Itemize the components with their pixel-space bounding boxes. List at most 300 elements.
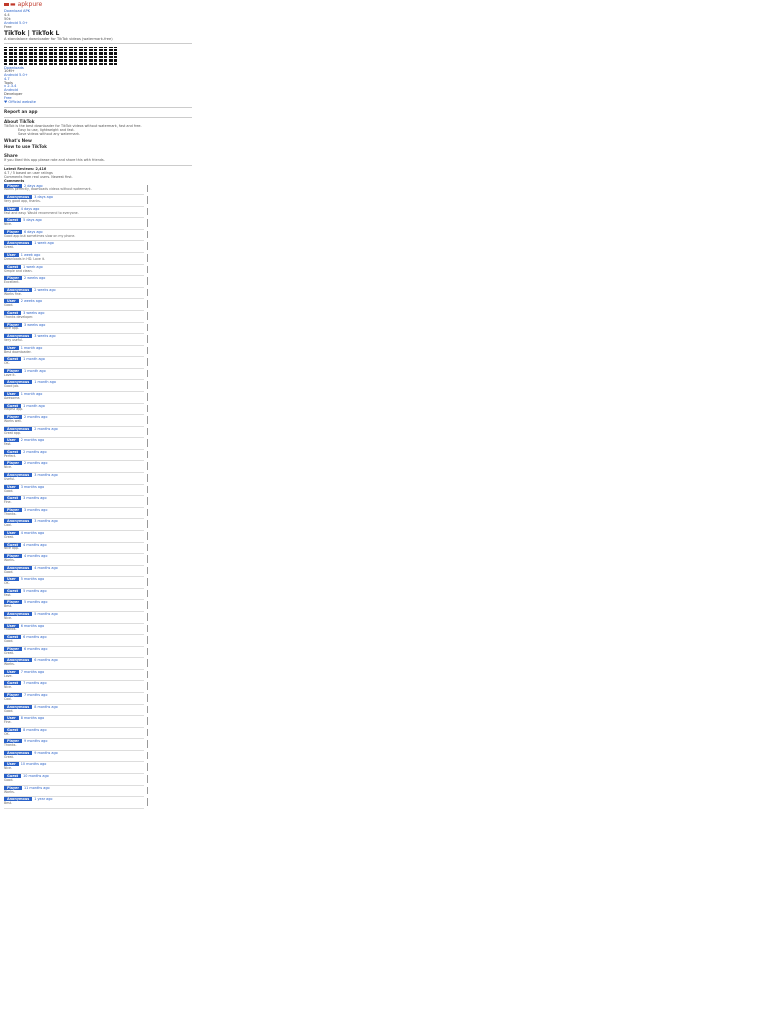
share-title: Share — [4, 153, 18, 159]
comment-user[interactable]: User — [4, 253, 19, 257]
comment-divider — [147, 254, 148, 262]
comment-time: 1 month ago — [23, 403, 45, 408]
comment-time: 2 weeks ago — [34, 287, 56, 292]
comment-item — [4, 380, 144, 392]
comment-user[interactable]: Anonymous — [4, 519, 32, 523]
comment-user[interactable]: Player — [4, 230, 22, 234]
logo-icon — [4, 3, 9, 6]
comment-item — [4, 392, 144, 404]
comment-item — [4, 334, 144, 346]
comment-time: 1 month ago — [34, 380, 56, 385]
comment-time: 2 weeks ago — [24, 276, 46, 281]
comment-item — [4, 485, 144, 497]
comment-body: Nice app. — [4, 546, 20, 551]
comment-body: OK. — [4, 731, 10, 736]
comment-user[interactable]: Guest — [4, 728, 21, 732]
comment-user[interactable]: User — [4, 624, 19, 628]
comment-item — [4, 751, 144, 763]
comment-divider — [147, 266, 148, 274]
top-rating: 4.4 — [4, 13, 10, 18]
comment-user[interactable]: Guest — [4, 681, 21, 685]
comment-divider — [147, 428, 148, 436]
comment-user[interactable]: Player — [4, 461, 22, 465]
comment-body: Works perfectly, downloads videos without watermark. — [4, 187, 92, 192]
comment-time: 6 months ago — [23, 635, 47, 640]
app-meta-list — [4, 67, 192, 101]
comment-item — [4, 797, 144, 809]
comment-time: 4 months ago — [20, 530, 45, 535]
comment-item — [4, 346, 144, 358]
comment-time: 6 months ago — [24, 646, 48, 651]
comment-user[interactable]: Player — [4, 554, 22, 558]
comment-body: Good job. — [4, 384, 20, 389]
app-meta-item: Tools — [4, 80, 13, 85]
comment-item — [4, 323, 144, 335]
comment-list — [4, 184, 192, 809]
comment-divider — [147, 590, 148, 598]
top-links — [4, 9, 192, 30]
comment-time: 11 months ago — [24, 785, 50, 790]
comment-divider — [147, 694, 148, 702]
comment-time: 3 weeks ago — [24, 322, 46, 327]
comment-divider — [147, 185, 148, 193]
comment-time: 6 months ago — [34, 658, 58, 663]
comment-time: 4 days ago — [20, 206, 40, 211]
comment-time: 5 months ago — [23, 588, 47, 593]
app-meta-item: Android 5.0+ — [4, 73, 28, 78]
comment-user[interactable]: User — [4, 207, 19, 211]
divider — [4, 107, 192, 108]
top-count: 50k — [4, 17, 11, 22]
comment-divider — [147, 497, 148, 505]
comment-time: 1 month ago — [20, 345, 43, 350]
comment-divider — [147, 277, 148, 285]
comment-body: Nice app. — [4, 326, 20, 331]
comment-item — [4, 311, 144, 323]
comment-item — [4, 195, 144, 207]
comment-user[interactable]: User — [4, 577, 19, 581]
comment-divider — [147, 763, 148, 771]
comment-user[interactable]: Anonymous — [4, 334, 32, 338]
comment-time: 5 months ago — [34, 611, 58, 616]
heart-icon: ♥ — [4, 100, 8, 105]
report-link[interactable]: Report an app — [4, 109, 38, 115]
comment-item — [4, 577, 144, 589]
comment-user[interactable]: Guest — [4, 357, 21, 361]
comment-body: Great. — [4, 534, 14, 539]
comment-item — [4, 427, 144, 439]
comment-body: Fine. — [4, 500, 12, 505]
comment-time: 9 months ago — [34, 750, 58, 755]
comment-body: Helpful app. — [4, 407, 24, 412]
comment-item — [4, 207, 144, 219]
bullet-2: Save videos without any watermark. — [18, 131, 81, 136]
comment-divider — [147, 462, 148, 470]
comment-item — [4, 589, 144, 601]
comment-divider — [147, 578, 148, 586]
comment-item — [4, 624, 144, 636]
comment-user[interactable]: User — [4, 392, 19, 396]
comment-divider — [147, 729, 148, 737]
top-android[interactable]: Android 5.0+ — [4, 21, 28, 26]
comment-body: Awesome. — [4, 395, 21, 400]
comment-time: 2 days ago — [24, 183, 43, 188]
about-text: TikTok is the best downloader for TikTok videos without watermark, fast and free. — [4, 123, 142, 128]
comment-user[interactable]: Guest — [4, 543, 21, 547]
comment-divider — [147, 544, 148, 552]
app-meta-item: v 2.3.4 — [4, 84, 17, 89]
comment-user[interactable]: User — [4, 762, 19, 766]
comment-item — [4, 612, 144, 624]
app-meta-item: Developer — [4, 91, 23, 96]
comment-body: Downloads in HD. Love it. — [4, 256, 45, 261]
comment-divider — [147, 439, 148, 447]
comment-user[interactable]: Anonymous — [4, 427, 32, 431]
comment-body: Thanks. — [4, 511, 17, 516]
comment-divider — [147, 242, 148, 250]
comment-divider — [147, 671, 148, 679]
comment-user[interactable]: User — [4, 531, 19, 535]
divider — [4, 165, 192, 166]
comment-divider — [147, 416, 148, 424]
comment-time: 1 week ago — [20, 253, 41, 258]
comment-item — [4, 404, 144, 416]
comment-user[interactable]: Anonymous — [4, 751, 32, 755]
comment-divider — [147, 648, 148, 656]
comment-time: 1 month ago — [20, 391, 43, 396]
comment-user[interactable]: Guest — [4, 450, 21, 454]
comment-item — [4, 681, 144, 693]
comment-body: Excellent. — [4, 280, 20, 285]
comment-user[interactable]: Guest — [4, 774, 21, 778]
comment-divider — [147, 300, 148, 308]
comment-body: Simple and clean. — [4, 268, 33, 273]
comment-body: Fast. — [4, 592, 12, 597]
comment-item — [4, 438, 144, 450]
comment-body: OK. — [4, 581, 10, 586]
comment-body: Works. — [4, 662, 15, 667]
comment-item — [4, 415, 144, 427]
comment-time: 5 months ago — [20, 577, 45, 582]
comment-divider — [147, 682, 148, 690]
howto-title: How to use TikTok — [4, 144, 47, 150]
comment-body: Useful. — [4, 476, 15, 481]
comment-divider — [147, 289, 148, 297]
comment-body: Thanks. — [4, 627, 17, 632]
app-meta-item: Downloads — [4, 65, 24, 70]
comment-item — [4, 288, 144, 300]
comment-user[interactable]: Player — [4, 369, 22, 373]
comment-body: Works fine. — [4, 291, 22, 296]
comment-user[interactable]: Anonymous — [4, 658, 32, 662]
comment-body: Great. — [4, 650, 14, 655]
comment-divider — [147, 555, 148, 563]
comment-divider — [147, 567, 148, 575]
comment-item — [4, 276, 144, 288]
app-title: TikTok | TikTok L — [4, 29, 60, 37]
app-meta-item: Free — [4, 95, 12, 100]
comment-user[interactable]: Player — [4, 647, 22, 651]
comment-time: 1 week ago — [34, 241, 54, 246]
comment-divider — [147, 347, 148, 355]
logo-text: ▬ apkpure — [10, 1, 43, 8]
comment-body: Love. — [4, 673, 13, 678]
reviews-header: Comments — [4, 178, 25, 183]
comment-time: 2 months ago — [34, 426, 58, 431]
app-meta-item: 10M+ — [4, 69, 15, 74]
comment-time: 7 months ago — [20, 669, 45, 674]
comment-divider — [147, 613, 148, 621]
comment-user[interactable]: Player — [4, 508, 22, 512]
comment-divider — [147, 381, 148, 389]
comment-body: Great. — [4, 245, 14, 250]
comment-divider — [147, 798, 148, 806]
comment-item — [4, 670, 144, 682]
comment-time: 9 months ago — [24, 739, 48, 744]
divider — [4, 117, 192, 118]
comment-user[interactable]: Anonymous — [4, 473, 32, 477]
comment-body: Cool. — [4, 696, 13, 701]
comment-user[interactable]: Anonymous — [4, 612, 32, 616]
comment-item — [4, 184, 144, 196]
comment-item — [4, 543, 144, 555]
comment-time: 1 year ago — [34, 797, 53, 802]
comment-user[interactable]: User — [4, 438, 19, 442]
comment-item — [4, 230, 144, 242]
comment-user[interactable]: Player — [4, 693, 22, 697]
comment-body: Nice. — [4, 615, 12, 620]
comment-time: 8 months ago — [34, 704, 58, 709]
comment-divider — [147, 208, 148, 216]
comment-item — [4, 369, 144, 381]
comment-body: Nice. — [4, 222, 12, 227]
comment-body: Fast. — [4, 442, 12, 447]
comment-user[interactable]: User — [4, 716, 19, 720]
comment-user[interactable]: Player — [4, 276, 22, 280]
comment-time: 8 months ago — [20, 716, 45, 721]
app-meta-item: Android — [4, 88, 18, 93]
comment-divider — [147, 393, 148, 401]
comment-user[interactable]: Guest — [4, 265, 21, 269]
comment-time: 1 month ago — [24, 368, 46, 373]
comment-item — [4, 508, 144, 520]
comment-time: 4 months ago — [24, 554, 48, 559]
comment-body: Good. — [4, 777, 14, 782]
comment-time: 4 months ago — [23, 542, 47, 547]
top-free: Free — [4, 25, 12, 30]
comment-time: 1 week ago — [23, 264, 43, 269]
comment-body: Nice. — [4, 465, 12, 470]
app-meta-item: 4.7 — [4, 76, 10, 81]
comment-user[interactable]: Anonymous — [4, 195, 32, 199]
comment-body: Best. — [4, 801, 13, 806]
qr-code-image — [4, 47, 119, 65]
comment-item — [4, 519, 144, 531]
comment-time: 3 weeks ago — [23, 310, 45, 315]
comment-body: Best. — [4, 604, 13, 609]
comment-body: Works. — [4, 557, 15, 562]
comment-body: Good. — [4, 488, 14, 493]
comment-user[interactable]: Anonymous — [4, 566, 32, 570]
comment-user[interactable]: Guest — [4, 404, 21, 408]
comment-body: Nice. — [4, 685, 12, 690]
comment-divider — [147, 196, 148, 204]
about-title: About TikTok — [4, 119, 35, 125]
comment-divider — [147, 335, 148, 343]
comment-item — [4, 461, 144, 473]
comment-divider — [147, 486, 148, 494]
comment-item — [4, 774, 144, 786]
comment-time: 3 months ago — [34, 519, 58, 524]
reviews-summary: 4.7 / 5 based on user ratings — [4, 170, 53, 175]
comment-divider — [147, 706, 148, 714]
comment-user[interactable]: Anonymous — [4, 241, 32, 245]
comment-divider — [147, 451, 148, 459]
comment-body: Great. — [4, 754, 14, 759]
comment-user[interactable]: Anonymous — [4, 288, 32, 292]
comment-item — [4, 693, 144, 705]
comment-divider — [147, 532, 148, 540]
comment-body: Very good app, thanks. — [4, 199, 41, 204]
comment-item — [4, 762, 144, 774]
comment-user[interactable]: Player — [4, 415, 22, 419]
comment-user[interactable]: Anonymous — [4, 705, 32, 709]
comment-divider — [147, 358, 148, 366]
comment-time: 10 months ago — [20, 762, 47, 767]
comment-time: 1 month ago — [23, 357, 45, 362]
comment-item — [4, 647, 144, 659]
comment-time: 2 months ago — [24, 461, 48, 466]
comment-time: 3 weeks ago — [34, 334, 56, 339]
comment-body: Cool. — [4, 523, 13, 528]
comment-body: OK. — [4, 361, 10, 366]
share-text: If you liked this app please rate and share this with friends. — [4, 158, 105, 163]
comment-body: Great app. — [4, 430, 21, 435]
comment-time: 5 months ago — [24, 600, 48, 605]
comment-time: 3 days ago — [34, 195, 53, 200]
comment-time: 10 months ago — [23, 774, 49, 779]
comment-body: Good app but sometimes slow on my phone. — [4, 233, 76, 238]
comment-divider — [147, 787, 148, 795]
comment-divider — [147, 474, 148, 482]
comment-time: 7 months ago — [23, 681, 47, 686]
comment-item — [4, 728, 144, 740]
comment-item — [4, 786, 144, 798]
download-link[interactable]: Download APK — [4, 8, 30, 13]
comment-user[interactable]: Guest — [4, 496, 21, 500]
comment-body: Good. — [4, 303, 14, 308]
comment-time: 7 months ago — [24, 693, 48, 698]
site-logo[interactable] — [4, 2, 192, 9]
comment-divider — [147, 625, 148, 633]
comment-item — [4, 531, 144, 543]
comment-body: Thanks. — [4, 743, 17, 748]
comment-time: 6 months ago — [20, 623, 45, 628]
comment-time: 3 months ago — [20, 484, 45, 489]
comment-user[interactable]: Player — [4, 739, 22, 743]
comment-user[interactable]: User — [4, 299, 19, 303]
comment-user[interactable]: Player — [4, 323, 22, 327]
comment-item — [4, 218, 144, 230]
comment-item — [4, 600, 144, 612]
comment-body: Love it. — [4, 372, 16, 377]
reviews-note: Comments from real users. Newest first. — [4, 174, 73, 179]
comment-divider — [147, 405, 148, 413]
comment-time: 3 months ago — [23, 496, 47, 501]
comment-item — [4, 299, 144, 311]
comment-divider — [147, 324, 148, 332]
comment-body: Good. — [4, 708, 14, 713]
comment-divider — [147, 370, 148, 378]
comment-divider — [147, 601, 148, 609]
comment-user[interactable]: Anonymous — [4, 380, 32, 384]
comment-body: Perfect. — [4, 453, 17, 458]
comment-user[interactable]: Player — [4, 184, 22, 188]
developer-link[interactable] — [4, 101, 192, 105]
comment-body: Fine. — [4, 720, 12, 725]
comment-time: 8 months ago — [23, 727, 47, 732]
comment-time: 2 months ago — [24, 415, 48, 420]
comment-body: Fast and easy. Would recommend to everyone. — [4, 210, 79, 215]
comment-item — [4, 554, 144, 566]
comment-divider — [147, 659, 148, 667]
comment-item — [4, 635, 144, 647]
comment-time: 5 days ago — [23, 218, 42, 223]
comment-divider — [147, 752, 148, 760]
comment-user[interactable]: Anonymous — [4, 797, 32, 801]
comment-item — [4, 450, 144, 462]
comment-divider — [147, 509, 148, 517]
comment-item — [4, 705, 144, 717]
comment-user[interactable]: User — [4, 485, 19, 489]
comment-user[interactable]: User — [4, 670, 19, 674]
comment-item — [4, 357, 144, 369]
comment-user[interactable]: Guest — [4, 311, 21, 315]
whats-new-title: What's New — [4, 137, 32, 143]
reviews-title: Latest Reviews: 2,416 — [4, 166, 47, 171]
comment-body: Works well. — [4, 419, 23, 424]
comment-user[interactable]: Player — [4, 786, 22, 790]
bullet-1: Easy to use, lightweight and fast. — [18, 127, 75, 132]
comment-time: 2 months ago — [23, 449, 47, 454]
comment-body: Very useful. — [4, 338, 23, 342]
comment-user[interactable]: Guest — [4, 218, 21, 222]
comment-user[interactable]: Guest — [4, 635, 21, 639]
comment-item — [4, 739, 144, 751]
comment-time: 2 months ago — [20, 438, 45, 443]
comment-body: Nice. — [4, 766, 12, 771]
comment-divider — [147, 520, 148, 528]
comment-time: 2 weeks ago — [20, 299, 43, 304]
comment-user[interactable]: Guest — [4, 589, 21, 593]
comment-divider — [147, 312, 148, 320]
comment-divider — [147, 219, 148, 227]
comment-time: 6 days ago — [24, 229, 43, 234]
comment-divider — [147, 231, 148, 239]
comment-item — [4, 566, 144, 578]
app-subtitle: A standalone downloader for TikTok videos (watermark-free) — [4, 37, 192, 43]
comment-user[interactable]: User — [4, 346, 19, 350]
website-label: Official website — [8, 100, 36, 105]
comment-item — [4, 473, 144, 485]
comment-user[interactable]: Player — [4, 600, 22, 604]
comment-divider — [147, 717, 148, 725]
comment-time: 3 months ago — [24, 507, 48, 512]
comment-time: 4 months ago — [34, 565, 58, 570]
comment-item — [4, 265, 144, 277]
comment-body: Best downloader. — [4, 349, 32, 354]
comment-item — [4, 716, 144, 728]
